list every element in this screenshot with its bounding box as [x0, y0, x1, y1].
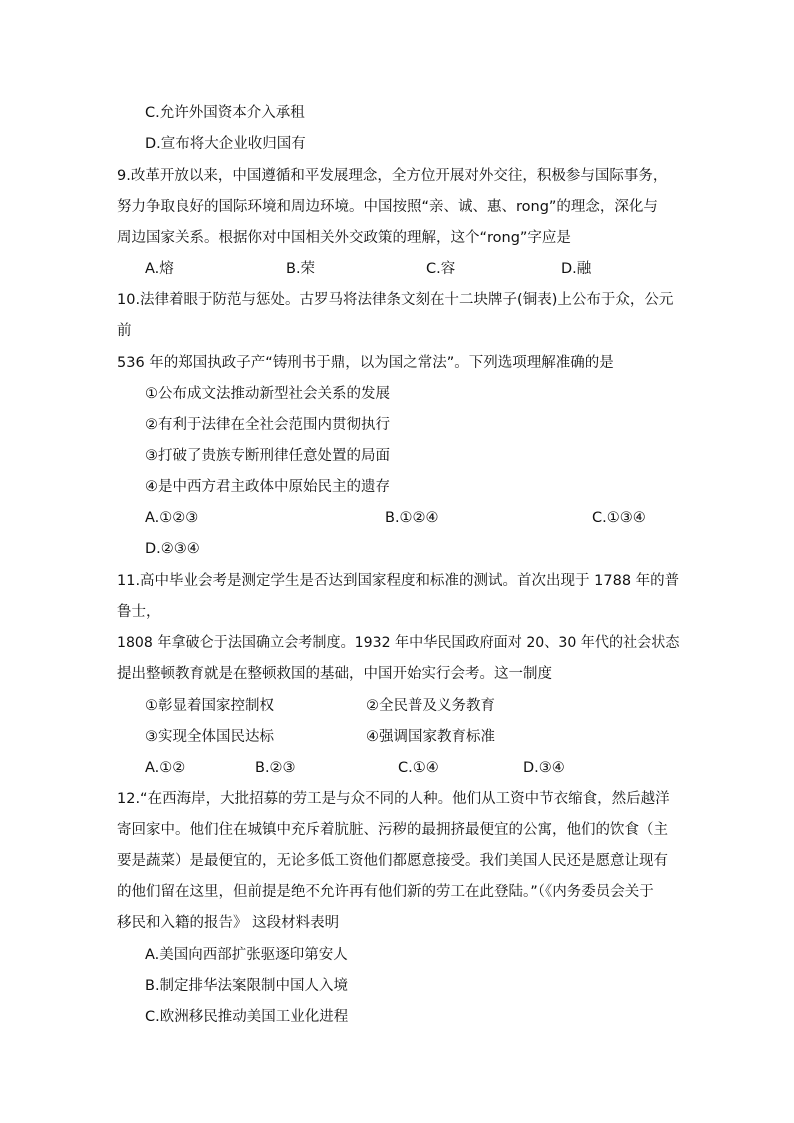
q12-stem-line-5: 移民和入籍的报告》 这段材料表明: [117, 915, 340, 931]
q12-stem-line-1: 12.“在西海岸，大批招募的劳工是与众不同的人种。他们从工资中节衣缩食，然后越洋: [117, 791, 670, 807]
q10-item-2: ②有利于法律在全社会范围内贯彻执行: [145, 417, 390, 433]
q9-option-c: C.容: [426, 261, 456, 277]
q10-stem-line-1: 10.法律着眼于防范与惩处。古罗马将法律条文刻在十二块牌子(铜表)上公布于众，公元: [117, 292, 674, 308]
q12-stem-line-4: 的他们留在这里，但前提是绝不允许再有他们新的劳工在此登陆。”（《内务委员会关于: [117, 884, 654, 900]
q10-option-d: D.②③④: [145, 541, 200, 557]
q9-stem-line-2: 努力争取良好的国际环境和周边环境。中国按照“亲、诚、惠、rong”的理念，深化与: [117, 199, 658, 215]
q11-item-4: ④强调国家教育标准: [366, 729, 495, 745]
q8-option-c: C.允许外国资本介入承租: [145, 105, 305, 121]
q10-stem-line-3: 536 年的郑国执政子产“铸刑书于鼎，以为国之常法”。下列选项理解准确的是: [117, 355, 614, 371]
q10-item-4: ④是中西方君主政体中原始民主的遗存: [145, 479, 390, 495]
q10-option-b: B.①②④: [385, 510, 439, 526]
q11-stem-line-2: 鲁士，: [117, 604, 161, 620]
q11-item-3: ③实现全体国民达标: [145, 729, 274, 745]
q9-stem-line-3: 周边国家关系。根据你对中国相关外交政策的理解，这个“rong”字应是: [117, 230, 571, 246]
q12-option-a: A.美国向西部扩张驱逐印第安人: [145, 947, 348, 963]
q9-option-a: A.熔: [145, 261, 174, 277]
q8-option-d: D.宣布将大企业收归国有: [145, 136, 306, 152]
q11-stem-line-3: 1808 年拿破仑于法国确立会考制度。1932 年中华民国政府面对 20、30 年代的社会状态: [117, 635, 680, 651]
q10-option-c: C.①③④: [592, 510, 646, 526]
q11-stem-line-4: 提出整顿教育就是在整顿救国的基础，中国开始实行会考。这一制度: [117, 666, 552, 682]
q11-item-1: ①彰显着国家控制权: [145, 698, 274, 714]
q11-option-a: A.①②: [145, 760, 186, 776]
q10-item-3: ③打破了贵族专断刑律任意处置的局面: [145, 448, 390, 464]
q11-stem-line-1: 11.高中毕业会考是测定学生是否达到国家程度和标准的测试。首次出现于 1788 年的普: [117, 573, 680, 589]
q11-option-c: C.①④: [398, 760, 439, 776]
q12-stem-line-3: 要是蔬菜）是最便宜的，无论多低工资他们都愿意接受。我们美国人民还是愿意让现有: [117, 853, 668, 869]
q11-item-2: ②全民普及义务教育: [366, 698, 495, 714]
q11-option-b: B.②③: [255, 760, 296, 776]
q10-option-a: A.①②③: [145, 510, 199, 526]
q9-option-b: B.荣: [286, 261, 316, 277]
q9-stem-line-1: 9.改革开放以来，中国遵循和平发展理念，全方位开展对外交往，积极参与国际事务，: [117, 168, 668, 184]
q12-option-c: C.欧洲移民推动美国工业化进程: [145, 1009, 349, 1025]
q11-option-d: D.③④: [523, 760, 565, 776]
q10-item-1: ①公布成文法推动新型社会关系的发展: [145, 386, 390, 402]
q12-option-b: B.制定排华法案限制中国人入境: [145, 978, 349, 994]
q12-stem-line-2: 寄回家中。他们住在城镇中充斥着肮脏、污秽的最拥挤最便宜的公寓，他们的饮食（主: [117, 822, 668, 838]
q10-stem-line-2: 前: [117, 323, 132, 339]
q9-option-d: D.融: [561, 261, 592, 277]
